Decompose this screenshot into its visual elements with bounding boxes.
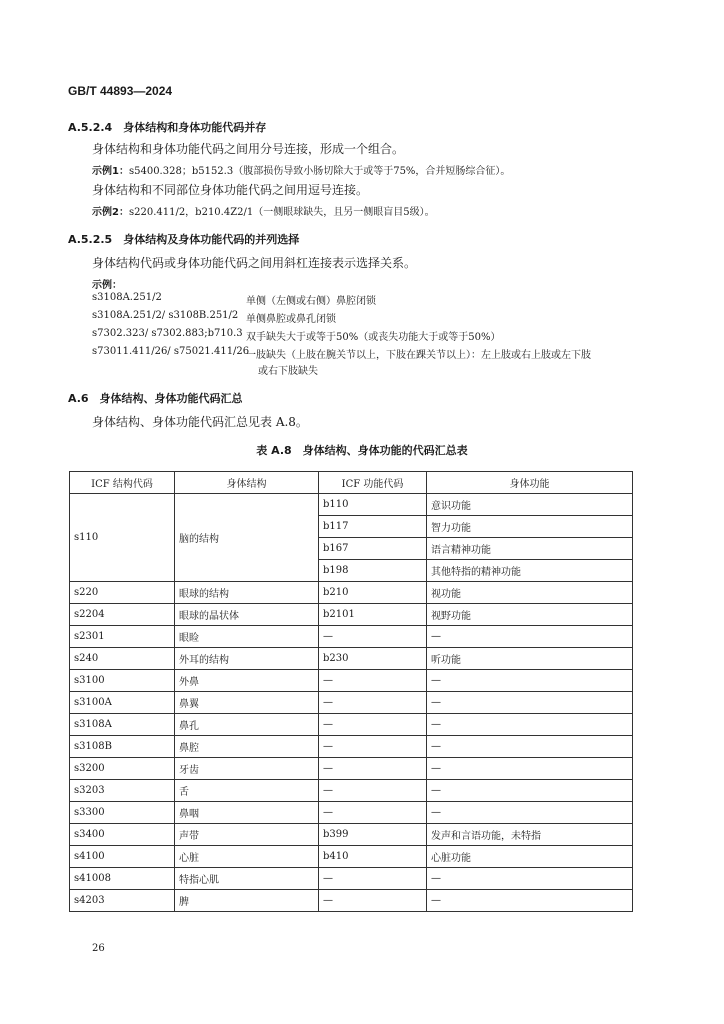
cell-structure: 鼻孔 xyxy=(175,714,319,736)
header-structure-code: ICF 结构代码 xyxy=(70,472,175,494)
table-caption: 表 A.8 身体结构、身体功能的代码汇总表 xyxy=(256,444,468,457)
cell-function-code: — xyxy=(319,758,427,780)
cell-function-code: — xyxy=(319,714,427,736)
example-desc-2: 单侧鼻腔或鼻孔闭锁 xyxy=(246,314,336,325)
cell-function: 心脏功能 xyxy=(427,846,633,868)
example-code-4: s73011.411/26/ s75021.411/26 xyxy=(92,346,250,357)
table-row xyxy=(70,802,633,824)
cell-structure-code: s4100 xyxy=(70,846,175,868)
cell-function: — xyxy=(427,692,633,714)
cell-structure-code: s2204 xyxy=(70,604,175,626)
cell-structure: 鼻腔 xyxy=(175,736,319,758)
cell-structure-code: s3108A xyxy=(70,714,175,736)
cell-structure-code: s3100A xyxy=(70,692,175,714)
cell-structure: 眼睑 xyxy=(175,626,319,648)
cell-function-code: — xyxy=(319,890,427,912)
example-desc-3: 双手缺失大于或等于50%（或丧失功能大于或等于50%） xyxy=(246,332,501,343)
example-desc-1: 单侧（左侧或右侧）鼻腔闭锁 xyxy=(246,296,376,307)
cell-function: — xyxy=(427,758,633,780)
table-row xyxy=(70,604,633,626)
cell-function-code: — xyxy=(319,736,427,758)
cell-function-code: b399 xyxy=(319,824,427,846)
cell-structure: 鼻咽 xyxy=(175,802,319,824)
cell-structure-code: s41008 xyxy=(70,868,175,890)
page-number: 26 xyxy=(92,943,105,954)
table-row xyxy=(70,692,633,714)
cell-structure: 特指心肌 xyxy=(175,868,319,890)
cell-function-code: — xyxy=(319,670,427,692)
cell-function-code: b230 xyxy=(319,648,427,670)
cell-structure-code: s2301 xyxy=(70,626,175,648)
cell-function: — xyxy=(427,802,633,824)
section-a6-para: 身体结构、身体功能代码汇总见表 A.8。 xyxy=(92,415,308,429)
header-function-code: ICF 功能代码 xyxy=(319,472,427,494)
cell-structure: 眼球的晶状体 xyxy=(175,604,319,626)
examples-label: 示例： xyxy=(92,280,122,291)
example-desc-4-cont: 或右下肢缺失 xyxy=(258,366,318,377)
cell-function: — xyxy=(427,780,633,802)
table-row xyxy=(70,824,633,846)
example-1 xyxy=(92,162,510,177)
example-2-label: 示例2： xyxy=(92,207,129,218)
table-row xyxy=(70,868,633,890)
cell-function-code: — xyxy=(319,626,427,648)
standard-number: GB/T 44893—2024 xyxy=(68,84,173,98)
table-row xyxy=(70,846,633,868)
table-row xyxy=(70,648,633,670)
section-a525-para: 身体结构代码或身体功能代码之间用斜杠连接表示选择关系。 xyxy=(92,256,417,270)
table-row xyxy=(70,890,633,912)
code-summary-table xyxy=(69,471,633,912)
cell-function-code: — xyxy=(319,802,427,824)
table-header-row xyxy=(70,472,633,494)
example-desc-4: 一肢缺失（上肢在腕关节以上，下肢在踝关节以上）：左上肢或右上肢或左下肢 xyxy=(246,350,591,361)
cell-structure: 舌 xyxy=(175,780,319,802)
cell-function-code: b167 xyxy=(319,538,427,560)
cell-function: 智力功能 xyxy=(427,516,633,538)
cell-structure: 声带 xyxy=(175,824,319,846)
table-row xyxy=(70,626,633,648)
cell-function-code: — xyxy=(319,868,427,890)
cell-function: 视功能 xyxy=(427,582,633,604)
section-a6-heading: A.6 身体结构、身体功能代码汇总 xyxy=(68,392,243,405)
cell-structure-code: s3203 xyxy=(70,780,175,802)
cell-structure-code: s3300 xyxy=(70,802,175,824)
cell-function-code: — xyxy=(319,780,427,802)
cell-function-code: b210 xyxy=(319,582,427,604)
section-a524-para2: 身体结构和不同部位身体功能代码之间用逗号连接。 xyxy=(92,183,369,197)
cell-structure: 心脏 xyxy=(175,846,319,868)
cell-function: 发声和言语功能，未特指 xyxy=(427,824,633,846)
cell-structure-code: s220 xyxy=(70,582,175,604)
table-row xyxy=(70,494,633,516)
cell-structure: 眼球的结构 xyxy=(175,582,319,604)
cell-function: — xyxy=(427,736,633,758)
cell-function: 听功能 xyxy=(427,648,633,670)
table-row xyxy=(70,582,633,604)
cell-function: 语言精神功能 xyxy=(427,538,633,560)
table-row xyxy=(70,736,633,758)
section-a524-para1: 身体结构和身体功能代码之间用分号连接，形成一个组合。 xyxy=(92,142,405,156)
example-2-text: s220.411/2，b210.4Z2/1（一侧眼球缺失，且另一侧眼盲目5级）。 xyxy=(128,207,435,218)
table-row xyxy=(70,670,633,692)
example-1-text: s5400.328；b5152.3（腹部损伤导致小肠切除大于或等于75%，合并短肠综合征）。 xyxy=(128,166,511,177)
cell-function-code: b2101 xyxy=(319,604,427,626)
cell-function-code: b110 xyxy=(319,494,427,516)
cell-structure: 脾 xyxy=(175,890,319,912)
cell-function: — xyxy=(427,714,633,736)
cell-structure-code: s3100 xyxy=(70,670,175,692)
cell-function: 其他特指的精神功能 xyxy=(427,560,633,582)
cell-structure-code: s110 xyxy=(70,494,175,582)
cell-function: — xyxy=(427,868,633,890)
example-2 xyxy=(92,203,435,218)
cell-structure: 脑的结构 xyxy=(175,494,319,582)
cell-structure: 外耳的结构 xyxy=(175,648,319,670)
table-row xyxy=(70,758,633,780)
example-1-label: 示例1： xyxy=(92,166,129,177)
section-a525-heading: A.5.2.5 身体结构及身体功能代码的并列选择 xyxy=(68,233,300,246)
cell-structure: 外鼻 xyxy=(175,670,319,692)
cell-function: 意识功能 xyxy=(427,494,633,516)
header-structure: 身体结构 xyxy=(175,472,319,494)
example-code-1: s3108A.251/2 xyxy=(92,292,162,303)
cell-structure-code: s3200 xyxy=(70,758,175,780)
example-code-2: s3108A.251/2/ s3108B.251/2 xyxy=(92,310,239,321)
cell-structure: 鼻翼 xyxy=(175,692,319,714)
table-row xyxy=(70,714,633,736)
cell-function: 视野功能 xyxy=(427,604,633,626)
section-a524-heading: A.5.2.4 身体结构和身体功能代码并存 xyxy=(68,121,267,134)
cell-structure-code: s240 xyxy=(70,648,175,670)
cell-function-code: b198 xyxy=(319,560,427,582)
cell-function-code: — xyxy=(319,692,427,714)
cell-structure: 牙齿 xyxy=(175,758,319,780)
header-function: 身体功能 xyxy=(427,472,633,494)
cell-structure-code: s3400 xyxy=(70,824,175,846)
cell-function: — xyxy=(427,890,633,912)
cell-function: — xyxy=(427,626,633,648)
cell-structure-code: s4203 xyxy=(70,890,175,912)
cell-function-code: b410 xyxy=(319,846,427,868)
cell-function-code: b117 xyxy=(319,516,427,538)
cell-function: — xyxy=(427,670,633,692)
cell-structure-code: s3108B xyxy=(70,736,175,758)
table-row xyxy=(70,780,633,802)
example-code-3: s7302.323/ s7302.883;b710.3 xyxy=(92,328,243,339)
